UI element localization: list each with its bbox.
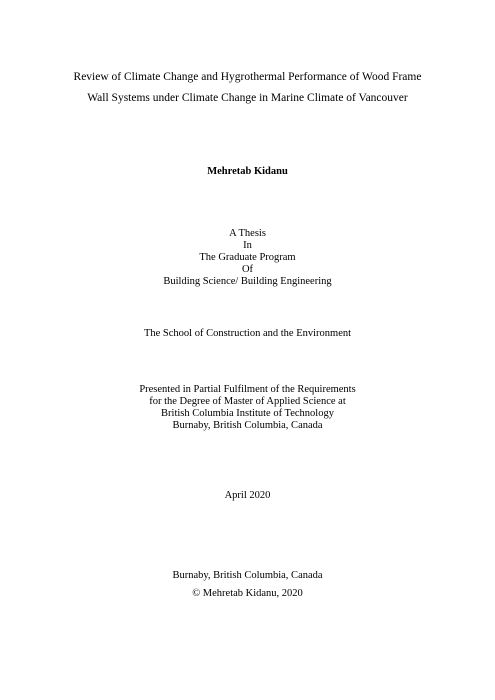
copyright-notice: © Mehretab Kidanu, 2020 xyxy=(192,588,303,599)
institution-name: British Columbia Institute of Technology xyxy=(161,408,334,419)
program-name: Building Science/ Building Engineering xyxy=(163,276,332,287)
graduate-program-label: The Graduate Program xyxy=(199,252,296,263)
fulfilment-line-1: Presented in Partial Fulfilment of the Requirements xyxy=(139,384,356,395)
thesis-title-line-1: Review of Climate Change and Hygrothermal Performance of Wood Frame xyxy=(73,71,422,83)
thesis-label: A Thesis xyxy=(229,228,266,239)
institution-location: Burnaby, British Columbia, Canada xyxy=(172,420,323,431)
author-name: Mehretab Kidanu xyxy=(207,166,288,177)
thesis-of-label: Of xyxy=(241,264,254,275)
thesis-title-line-2: Wall Systems under Climate Change in Marine Climate of Vancouver xyxy=(87,92,408,104)
school-name: The School of Construction and the Environment xyxy=(143,328,352,339)
thesis-in-label: In xyxy=(243,240,252,251)
submission-date: April 2020 xyxy=(224,490,271,501)
footer-location: Burnaby, British Columbia, Canada xyxy=(172,570,323,581)
fulfilment-line-2: for the Degree of Master of Applied Science at xyxy=(149,396,346,407)
